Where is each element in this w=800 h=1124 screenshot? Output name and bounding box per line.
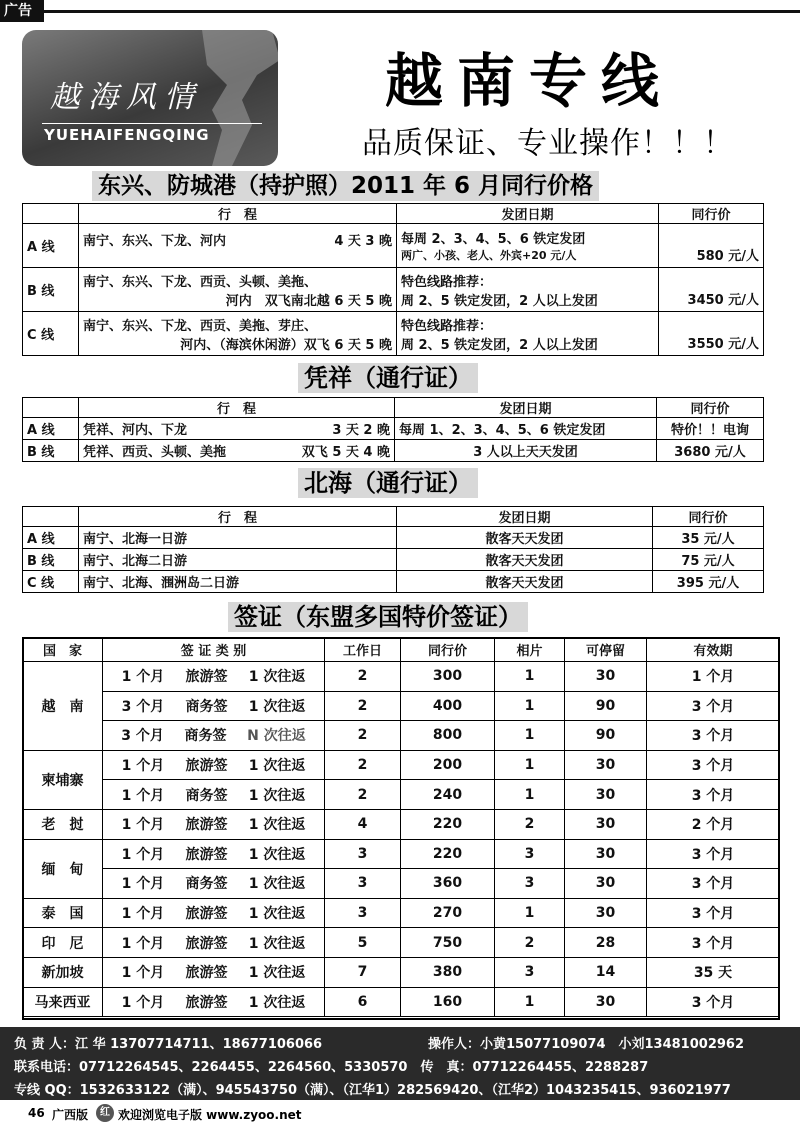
header-depart: 发团日期: [397, 507, 653, 527]
visa-row: [23, 987, 780, 1017]
route-cell: [79, 418, 395, 440]
visa-type-part: 1 次往返: [248, 787, 306, 804]
price-text: 75 元/人: [653, 549, 764, 571]
visa-validity: 2 个月: [647, 809, 780, 839]
visa-type: [103, 780, 325, 810]
visa-type: [103, 898, 325, 928]
header-price: 同行价: [653, 507, 764, 527]
logo-english: YUEHAIFENGQING: [44, 126, 210, 144]
visa-header: 可停留: [565, 638, 647, 662]
visa-country: 印 尼: [23, 928, 103, 958]
visa-type: [103, 750, 325, 780]
visa-type-part: 3 个月: [121, 698, 165, 715]
line-label: A 线: [23, 527, 79, 549]
depart-text: 散客天天发团: [397, 527, 653, 549]
visa-type-part: 商务签: [185, 698, 228, 715]
visa-validity: 35 天: [647, 957, 780, 987]
visa-type: [103, 839, 325, 869]
visa-type-part: 旅游签: [185, 758, 228, 775]
visa-country: 老 挝: [23, 809, 103, 839]
visa-row: [23, 928, 780, 958]
days-text: 3 天 2 晚: [332, 423, 390, 438]
visa-photos: 1: [495, 721, 565, 751]
visa-photos: 3: [495, 957, 565, 987]
visa-type-part: 1 次往返: [248, 817, 306, 834]
slogan: 品质保证、专业操作！！！: [362, 126, 734, 161]
visa-type-part: 旅游签: [185, 817, 228, 834]
line-label: A 线: [23, 418, 79, 440]
visa-row: [23, 957, 780, 987]
visa-price: 200: [401, 750, 495, 780]
price-text: 特价！！电询: [657, 418, 764, 440]
visa-photos: 1: [495, 987, 565, 1017]
visa-stay: 30: [565, 750, 647, 780]
visa-type: [103, 987, 325, 1017]
visa-type-part: 旅游签: [185, 669, 228, 686]
visa-validity: 3 个月: [647, 780, 780, 810]
route-text: 南宁、东兴、下龙、西贡、美拖、芽庄、: [83, 318, 318, 334]
visa-validity: 3 个月: [647, 869, 780, 899]
visa-workdays: 2: [325, 691, 401, 721]
visa-photos: 1: [495, 780, 565, 810]
visa-workdays: 4: [325, 809, 401, 839]
visa-row: [23, 898, 780, 928]
visa-validity: 3 个月: [647, 750, 780, 780]
visa-type-part: 1 个月: [121, 669, 165, 686]
visa-header: 有效期: [647, 638, 780, 662]
visa-header: 签 证 类 别: [103, 638, 325, 662]
visa-workdays: 2: [325, 750, 401, 780]
visa-stay: 30: [565, 780, 647, 810]
depart-cell: [397, 224, 659, 268]
visa-row: [23, 869, 780, 899]
visa-type-part: 1 次往返: [248, 965, 306, 982]
visa-price: 270: [401, 898, 495, 928]
price-text: 395 元/人: [653, 571, 764, 593]
route-cell: [79, 268, 397, 312]
visa-stay: 30: [565, 898, 647, 928]
visa-type-part: 1 次往返: [248, 906, 306, 923]
table-row: [23, 312, 764, 356]
visa-stay: 14: [565, 957, 647, 987]
visa-photos: 1: [495, 898, 565, 928]
table-header: [23, 204, 764, 224]
table-row: [23, 418, 764, 440]
depart-text: 散客天天发团: [397, 571, 653, 593]
visa-type-part: 1 次往返: [248, 846, 306, 863]
header-route: 行 程: [79, 204, 397, 224]
visa-type-part: 1 个月: [121, 994, 165, 1011]
visa-type: [103, 869, 325, 899]
contact-block: [0, 1027, 800, 1100]
depart-note: 周 2、5 铁定发团，2 人以上发团: [401, 337, 598, 353]
visa-type-part: 旅游签: [185, 965, 228, 982]
depart-text: 3 人以上天天发团: [395, 440, 657, 462]
line-label: B 线: [23, 268, 79, 312]
ad-label: 广告: [0, 0, 44, 22]
section-title-dongxing: 东兴、防城港（持护照）2011 年 6 月同行价格: [92, 171, 599, 201]
line-label: C 线: [23, 312, 79, 356]
visa-type-part: 旅游签: [185, 994, 228, 1011]
route-text: 南宁、北海、涠洲岛二日游: [79, 571, 397, 593]
visa-price: 220: [401, 839, 495, 869]
visa-stay: 30: [565, 869, 647, 899]
visa-price: 380: [401, 957, 495, 987]
visa-type: [103, 662, 325, 692]
visa-type-part: 1 次往返: [248, 994, 306, 1011]
visa-type-part: N 次往返: [247, 728, 306, 745]
visa-workdays: 2: [325, 721, 401, 751]
visa-table: [22, 637, 780, 1017]
welcome-link[interactable]: 欢迎浏览电子版 www.zyoo.net: [118, 1108, 302, 1122]
visa-row: [23, 809, 780, 839]
route-cell: [79, 440, 395, 462]
visa-validity: 3 个月: [647, 721, 780, 751]
route-text-2: 河内、（海滨休闲游）双飞 6 天 5 晚: [180, 337, 392, 353]
depart-note: 两广、小孩、老人、外宾+20 元/人: [401, 249, 577, 262]
visa-country: 柬埔寨: [23, 750, 103, 809]
price-text: 35 元/人: [653, 527, 764, 549]
visa-header: 国 家: [23, 638, 103, 662]
route-text: 南宁、北海二日游: [79, 549, 397, 571]
contact-phone: 联系电话：07712264545、2264455、2264560、5330570 传 真：07712264455、2288287: [14, 1060, 649, 1075]
table-row: [23, 224, 764, 268]
visa-workdays: 6: [325, 987, 401, 1017]
visa-workdays: 5: [325, 928, 401, 958]
footer: [0, 1102, 800, 1124]
visa-photos: 3: [495, 869, 565, 899]
price-text: 580 元/人: [659, 224, 764, 268]
visa-type-part: 1 次往返: [248, 698, 306, 715]
pingxiang-table: [22, 397, 764, 462]
logo-chinese: 越海风情: [50, 80, 202, 115]
visa-row: [23, 839, 780, 869]
visa-country: 越 南: [23, 662, 103, 751]
table-row: [23, 527, 764, 549]
visa-type-part: 1 个月: [121, 758, 165, 775]
visa-header-row: [23, 638, 780, 662]
visa-price: 750: [401, 928, 495, 958]
visa-stay: 30: [565, 987, 647, 1017]
headline: 越南专线: [385, 47, 674, 115]
visa-workdays: 3: [325, 869, 401, 899]
visa-photos: 2: [495, 809, 565, 839]
visa-type-part: 1 个月: [121, 787, 165, 804]
visa-type-part: 1 个月: [121, 846, 165, 863]
visa-validity: 3 个月: [647, 691, 780, 721]
route-text: 凭祥、河内、下龙: [83, 423, 188, 438]
visa-type-part: 1 个月: [121, 935, 165, 952]
visa-type-part: 1 个月: [121, 906, 165, 923]
visa-photos: 1: [495, 691, 565, 721]
visa-photos: 3: [495, 839, 565, 869]
visa-header: 工作日: [325, 638, 401, 662]
visa-stay: 30: [565, 839, 647, 869]
depart-cell: [397, 268, 659, 312]
page-number: 46: [28, 1106, 45, 1120]
visa-workdays: 3: [325, 839, 401, 869]
visa-price: 160: [401, 987, 495, 1017]
visa-stay: 90: [565, 721, 647, 751]
section-title-visa: 签证（东盟多国特价签证）: [228, 602, 528, 632]
line-label: A 线: [23, 224, 79, 268]
logo: [22, 30, 278, 166]
visa-row: [23, 721, 780, 751]
header-price: 同行价: [657, 398, 764, 418]
visa-row: [23, 750, 780, 780]
route-text: 南宁、北海一日游: [79, 527, 397, 549]
visa-photos: 2: [495, 928, 565, 958]
visa-type-part: 3 个月: [121, 728, 164, 745]
table-header: [23, 507, 764, 527]
visa-country: 新加坡: [23, 957, 103, 987]
section-title-pingxiang: 凭祥（通行证）: [298, 363, 478, 393]
visa-validity: 1 个月: [647, 662, 780, 692]
depart-text: 散客天天发团: [397, 549, 653, 571]
depart-text: 每周 1、2、3、4、5、6 铁定发团: [395, 418, 657, 440]
visa-validity: 3 个月: [647, 898, 780, 928]
table-row: [23, 571, 764, 593]
table-row: [23, 549, 764, 571]
contact-operator: 操作人：小黄15077109074 小刘13481002962: [428, 1037, 744, 1052]
dongxing-table: [22, 203, 764, 356]
depart-note: 周 2、5 铁定发团，2 人以上发团: [401, 293, 598, 309]
visa-validity: 3 个月: [647, 987, 780, 1017]
table-row: [23, 268, 764, 312]
visa-country: 马来西亚: [23, 987, 103, 1017]
visa-type-part: 旅游签: [185, 846, 228, 863]
visa-country: 泰 国: [23, 898, 103, 928]
visa-type-part: 旅游签: [185, 906, 228, 923]
visa-type-part: 1 个月: [121, 876, 165, 893]
top-rule: [44, 10, 800, 13]
visa-type-part: 1 次往返: [248, 935, 306, 952]
days-text: 双飞 5 天 4 晚: [301, 445, 390, 460]
line-label: B 线: [23, 440, 79, 462]
visa-type-part: 1 次往返: [248, 758, 306, 775]
depart-text: 每周 2、3、4、5、6 铁定发团: [401, 232, 586, 247]
visa-type-part: 旅游签: [185, 935, 228, 952]
line-label: B 线: [23, 549, 79, 571]
visa-photos: 1: [495, 750, 565, 780]
visa-type-part: 1 个月: [121, 817, 165, 834]
visa-type-part: 商务签: [185, 787, 228, 804]
visa-type-part: 商务签: [184, 728, 227, 745]
line-label: C 线: [23, 571, 79, 593]
route-text: 南宁、东兴、下龙、西贡、头顿、美拖、: [83, 274, 318, 290]
contact-manager: 负 责 人：江 华 13707714711、18677106066: [14, 1037, 323, 1052]
price-text: 3450 元/人: [659, 268, 764, 312]
visa-type-part: 1 次往返: [248, 669, 306, 686]
visa-stay: 90: [565, 691, 647, 721]
visa-stay: 30: [565, 809, 647, 839]
logo-rule: [42, 123, 262, 124]
route-text-2: 河内 双飞南北越 6 天 5 晚: [225, 293, 392, 309]
header-depart: 发团日期: [397, 204, 659, 224]
visa-price: 220: [401, 809, 495, 839]
visa-type-part: 1 个月: [121, 965, 165, 982]
price-text: 3550 元/人: [659, 312, 764, 356]
depart-text: 特色线路推荐：: [401, 318, 493, 334]
table-header: [23, 398, 764, 418]
route-text: 凭祥、西贡、头顿、美拖: [83, 445, 227, 460]
route-cell: [79, 224, 397, 268]
badge-icon: 红: [96, 1104, 114, 1122]
visa-photos: 1: [495, 662, 565, 692]
visa-type: [103, 691, 325, 721]
depart-cell: [397, 312, 659, 356]
visa-workdays: 3: [325, 898, 401, 928]
visa-workdays: 2: [325, 662, 401, 692]
visa-type: [103, 721, 325, 751]
route-text: 南宁、东兴、下龙、河内: [83, 233, 227, 249]
contact-qq: 专线 QQ：1532633122（满）、945543750（满）、（江华1）282569420、（江华2）1043235415、936021977: [14, 1083, 731, 1098]
visa-header: 同行价: [401, 638, 495, 662]
header-price: 同行价: [659, 204, 764, 224]
section-title-beihai: 北海（通行证）: [298, 468, 478, 498]
visa-row: [23, 662, 780, 692]
visa-workdays: 7: [325, 957, 401, 987]
price-text: 3680 元/人: [657, 440, 764, 462]
visa-type: [103, 957, 325, 987]
header-route: 行 程: [79, 398, 395, 418]
visa-country: 缅 甸: [23, 839, 103, 898]
top-bar: [0, 0, 800, 22]
table-row: [23, 440, 764, 462]
visa-price: 240: [401, 780, 495, 810]
visa-row: [23, 691, 780, 721]
visa-price: 360: [401, 869, 495, 899]
depart-text: 特色线路推荐：: [401, 274, 493, 290]
visa-validity: 3 个月: [647, 839, 780, 869]
visa-stay: 30: [565, 662, 647, 692]
header-route: 行 程: [79, 507, 397, 527]
edition: 广西版: [52, 1108, 89, 1122]
visa-type: [103, 928, 325, 958]
visa-workdays: 2: [325, 780, 401, 810]
route-cell: [79, 312, 397, 356]
visa-type-part: 商务签: [185, 876, 228, 893]
beihai-table: [22, 506, 764, 593]
visa-price: 300: [401, 662, 495, 692]
visa-stay: 28: [565, 928, 647, 958]
visa-type-part: 1 次往返: [248, 876, 306, 893]
days-text: 4 天 3 晚: [334, 233, 392, 249]
visa-header: 相片: [495, 638, 565, 662]
visa-price: 400: [401, 691, 495, 721]
header-depart: 发团日期: [395, 398, 657, 418]
visa-row: [23, 780, 780, 810]
visa-type: [103, 809, 325, 839]
visa-validity: 3 个月: [647, 928, 780, 958]
visa-price: 800: [401, 721, 495, 751]
